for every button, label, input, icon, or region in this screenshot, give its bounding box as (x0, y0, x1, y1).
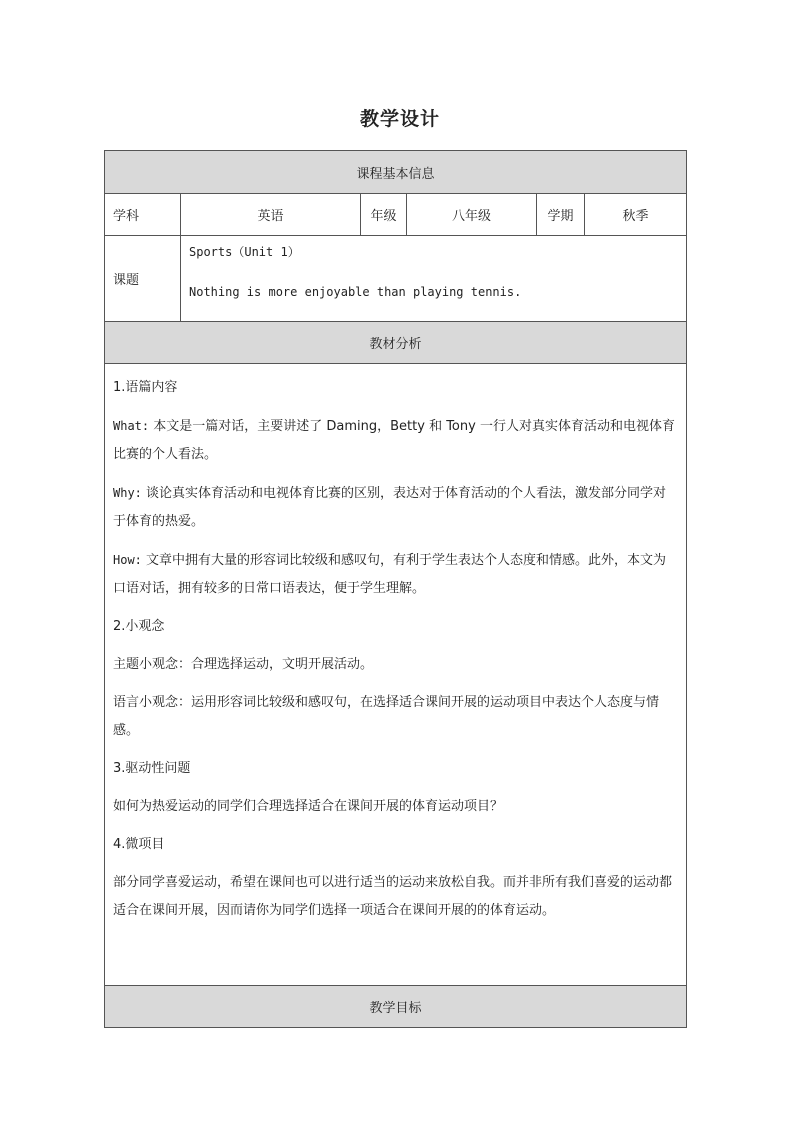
how-text: 文章中拥有大量的形容词比较级和感叹句，有利于学生表达个人态度和情感。此外，本文为口语对话，拥有较多的日常口语表达，便于学生理解。 (113, 553, 667, 596)
page-title: 教学设计 (359, 108, 440, 130)
how-paragraph (113, 546, 678, 603)
section-title-concept: 2.小观念 (113, 619, 165, 634)
analysis-content (105, 364, 687, 986)
grade-value: 八年级 (407, 194, 537, 236)
subject-label: 学科 (105, 194, 181, 236)
driving-question: 如何为热爱运动的同学们合理选择适合在课间开展的体育运动项目？ (113, 799, 504, 814)
basic-info-row (105, 194, 687, 236)
what-text: 本文是一篇对话，主要讲述了 Daming，Betty 和 Tony 一行人对真实体育活动和电视体育比赛的个人看法。 (113, 419, 675, 462)
course-info-header: 课程基本信息 (105, 151, 687, 194)
how-lead: How: (113, 553, 142, 567)
section-title-discourse: 1.语篇内容 (113, 380, 178, 395)
grade-label: 年级 (361, 194, 407, 236)
topic-value (181, 236, 687, 322)
section-title-driving-question: 3.驱动性问题 (113, 761, 191, 776)
topic-label: 课题 (105, 236, 181, 322)
goals-header-row (105, 986, 687, 1028)
term-label: 学期 (537, 194, 585, 236)
lesson-plan-table (104, 150, 687, 1028)
why-text: 谈论真实体育活动和电视体育比赛的区别，表达对于体育活动的个人看法，激发部分同学对于体育的热爱。 (113, 486, 667, 529)
topic-line-unit: Sports（Unit 1） (189, 245, 300, 259)
language-concept: 语言小观念：运用形容词比较级和感叹句，在选择适合课间开展的运动项目中表达个人态度与情感。 (113, 695, 660, 738)
course-info-header-row (105, 151, 687, 194)
analysis-header-row (105, 322, 687, 364)
what-lead: What: (113, 419, 150, 433)
why-paragraph (113, 479, 678, 536)
topic-line-title: Nothing is more enjoyable than playing tennis. (189, 285, 522, 299)
what-paragraph (113, 412, 678, 469)
section-title-micro-project: 4.微项目 (113, 837, 165, 852)
analysis-row (105, 364, 687, 986)
term-value: 秋季 (585, 194, 687, 236)
why-lead: Why: (113, 486, 142, 500)
analysis-header: 教材分析 (105, 322, 687, 364)
theme-concept: 主题小观念：合理选择运动，文明开展活动。 (113, 657, 374, 672)
topic-row (105, 236, 687, 322)
micro-project: 部分同学喜爱运动，希望在课间也可以进行适当的运动来放松自我。而并非所有我们喜爱的运动都适合在课间开展，因而请你为同学们选择一项适合在课间开展的的体育运动。 (113, 875, 673, 918)
goals-header: 教学目标 (105, 986, 687, 1028)
subject-value: 英语 (181, 194, 361, 236)
